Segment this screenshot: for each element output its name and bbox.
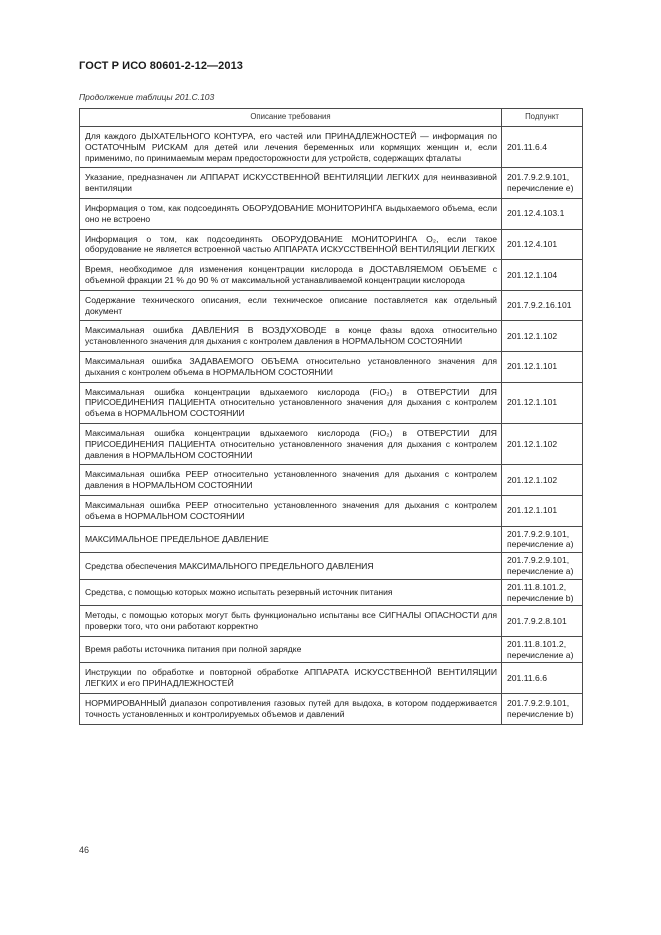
subclause-reference: 201.12.4.103.1 xyxy=(502,198,583,229)
table-row xyxy=(80,606,583,637)
table-row xyxy=(80,636,583,663)
table-row xyxy=(80,465,583,496)
requirement-description: Средства, с помощью которых можно испытать резервный источник питания xyxy=(80,579,502,606)
requirement-description: Максимальная ошибка концентрации вдыхаемого кислорода (FiO₂) в ОТВЕРСТИИ ДЛЯ ПРИСОЕДИНЕНИЯ ПАЦИЕНТА относительно установленного значения для дыхания с контролем объема в НОРМАЛЬНОМ СОСТОЯНИИ xyxy=(80,382,502,423)
requirement-description: Содержание технического описания, если техническое описание поставляется как отдельный документ xyxy=(80,290,502,321)
subclause-reference: 201.7.9.2.8.101 xyxy=(502,606,583,637)
table-row xyxy=(80,694,583,725)
subclause-reference: 201.11.8.101.2, перечисление b) xyxy=(502,579,583,606)
subclause-reference: 201.7.9.2.9.101, перечисление a) xyxy=(502,553,583,580)
requirement-description: Для каждого ДЫХАТЕЛЬНОГО КОНТУРА, его частей или ПРИНАДЛЕЖНОСТЕЙ — информация по ОСТАТОЧНЫМ РИСКАМ для детей или лечения беременных или кормящих женщин и, если применимо, по принимаемым мерам предосторожности для устройств, содержащих фталаты xyxy=(80,127,502,168)
requirement-description: Указание, предназначен ли АППАРАТ ИСКУССТВЕННОЙ ВЕНТИЛЯЦИИ ЛЕГКИХ для неинвазивной вентиляции xyxy=(80,168,502,199)
table-header-row xyxy=(80,109,583,127)
subclause-reference: 201.12.1.102 xyxy=(502,321,583,352)
requirement-description: НОРМИРОВАННЫЙ диапазон сопротивления газовых путей для выдоха, в котором поддерживается точность установленных и контролируемых объемов и давлений xyxy=(80,694,502,725)
table-row xyxy=(80,579,583,606)
subclause-reference: 201.12.1.101 xyxy=(502,382,583,423)
table-row xyxy=(80,260,583,291)
table-row xyxy=(80,168,583,199)
subclause-reference: 201.7.9.2.9.101, перечисление a) xyxy=(502,526,583,553)
table-row xyxy=(80,495,583,526)
subclause-reference: 201.12.1.101 xyxy=(502,351,583,382)
column-header-subclause: Подпункт xyxy=(502,109,583,127)
requirement-description: Информация о том, как подсоединять ОБОРУДОВАНИЕ МОНИТОРИНГА O₂, если такое оборудование не является встроенной частью АППАРАТА ИСКУССТВЕННОЙ ВЕНТИЛЯЦИИ ЛЕГКИХ xyxy=(80,229,502,260)
subclause-reference: 201.7.9.2.16.101 xyxy=(502,290,583,321)
table-row xyxy=(80,290,583,321)
table-continuation-caption: Продолжение таблицы 201.C.103 xyxy=(79,92,215,102)
subclause-reference: 201.11.6.4 xyxy=(502,127,583,168)
document-title: ГОСТ Р ИСО 80601-2-12—2013 xyxy=(79,60,244,72)
table-row xyxy=(80,351,583,382)
page-number: 46 xyxy=(79,845,90,855)
requirement-description: Информация о том, как подсоединять ОБОРУДОВАНИЕ МОНИТОРИНГА выдыхаемого объема, если оно не встроено xyxy=(80,198,502,229)
subclause-reference: 201.12.1.101 xyxy=(502,495,583,526)
table-row xyxy=(80,198,583,229)
table-row xyxy=(80,321,583,352)
column-header-description: Описание требования xyxy=(80,109,502,127)
requirement-description: Максимальная ошибка PEEP относительно установленного значения для дыхания с контролем давления в НОРМАЛЬНОМ СОСТОЯНИИ xyxy=(80,465,502,496)
requirement-description: Максимальная ошибка PEEP относительно установленного значения для дыхания с контролем объема в НОРМАЛЬНОМ СОСТОЯНИИ xyxy=(80,495,502,526)
subclause-reference: 201.12.4.101 xyxy=(502,229,583,260)
requirement-description: Максимальная ошибка концентрации вдыхаемого кислорода (FiO₂) в ОТВЕРСТИИ ДЛЯ ПРИСОЕДИНЕНИЯ ПАЦИЕНТА относительно установленного значения для дыхания с контролем давления в НОРМАЛЬНОМ СОСТОЯНИИ xyxy=(80,423,502,464)
table-row xyxy=(80,423,583,464)
requirement-description: Методы, с помощью которых могут быть функционально испытаны все СИГНАЛЫ ОПАСНОСТИ для проверки того, что они работают корректно xyxy=(80,606,502,637)
table-row xyxy=(80,382,583,423)
subclause-reference: 201.12.1.104 xyxy=(502,260,583,291)
requirement-description: Максимальная ошибка ЗАДАВАЕМОГО ОБЪЕМА относительно установленного значения для дыхания с контролем объема в НОРМАЛЬНОМ СОСТОЯНИИ xyxy=(80,351,502,382)
requirement-description: Время работы источника питания при полной зарядке xyxy=(80,636,502,663)
subclause-reference: 201.12.1.102 xyxy=(502,465,583,496)
requirements-table xyxy=(79,108,583,725)
table-row xyxy=(80,663,583,694)
table-row xyxy=(80,229,583,260)
requirement-description: МАКСИМАЛЬНОЕ ПРЕДЕЛЬНОЕ ДАВЛЕНИЕ xyxy=(80,526,502,553)
subclause-reference: 201.11.6.6 xyxy=(502,663,583,694)
requirement-description: Время, необходимое для изменения концентрации кислорода в ДОСТАВЛЯЕМОМ ОБЪЕМЕ с объемной фракции 21 % до 90 % от максимальной устанавливаемой концентрации кислорода xyxy=(80,260,502,291)
requirement-description: Инструкции по обработке и повторной обработке АППАРАТА ИСКУССТВЕННОЙ ВЕНТИЛЯЦИИ ЛЕГКИХ и его ПРИНАДЛЕЖНОСТЕЙ xyxy=(80,663,502,694)
subclause-reference: 201.12.1.102 xyxy=(502,423,583,464)
requirement-description: Средства обеспечения МАКСИМАЛЬНОГО ПРЕДЕЛЬНОГО ДАВЛЕНИЯ xyxy=(80,553,502,580)
table-row xyxy=(80,553,583,580)
subclause-reference: 201.7.9.2.9.101, перечисление e) xyxy=(502,168,583,199)
table-row xyxy=(80,526,583,553)
table-row xyxy=(80,127,583,168)
requirement-description: Максимальная ошибка ДАВЛЕНИЯ В ВОЗДУХОВОДЕ в конце фазы вдоха относительно установленного значения для дыхания с контролем давления в НОРМАЛЬНОМ СОСТОЯНИИ xyxy=(80,321,502,352)
subclause-reference: 201.11.8.101.2, перечисление a) xyxy=(502,636,583,663)
subclause-reference: 201.7.9.2.9.101, перечисление b) xyxy=(502,694,583,725)
